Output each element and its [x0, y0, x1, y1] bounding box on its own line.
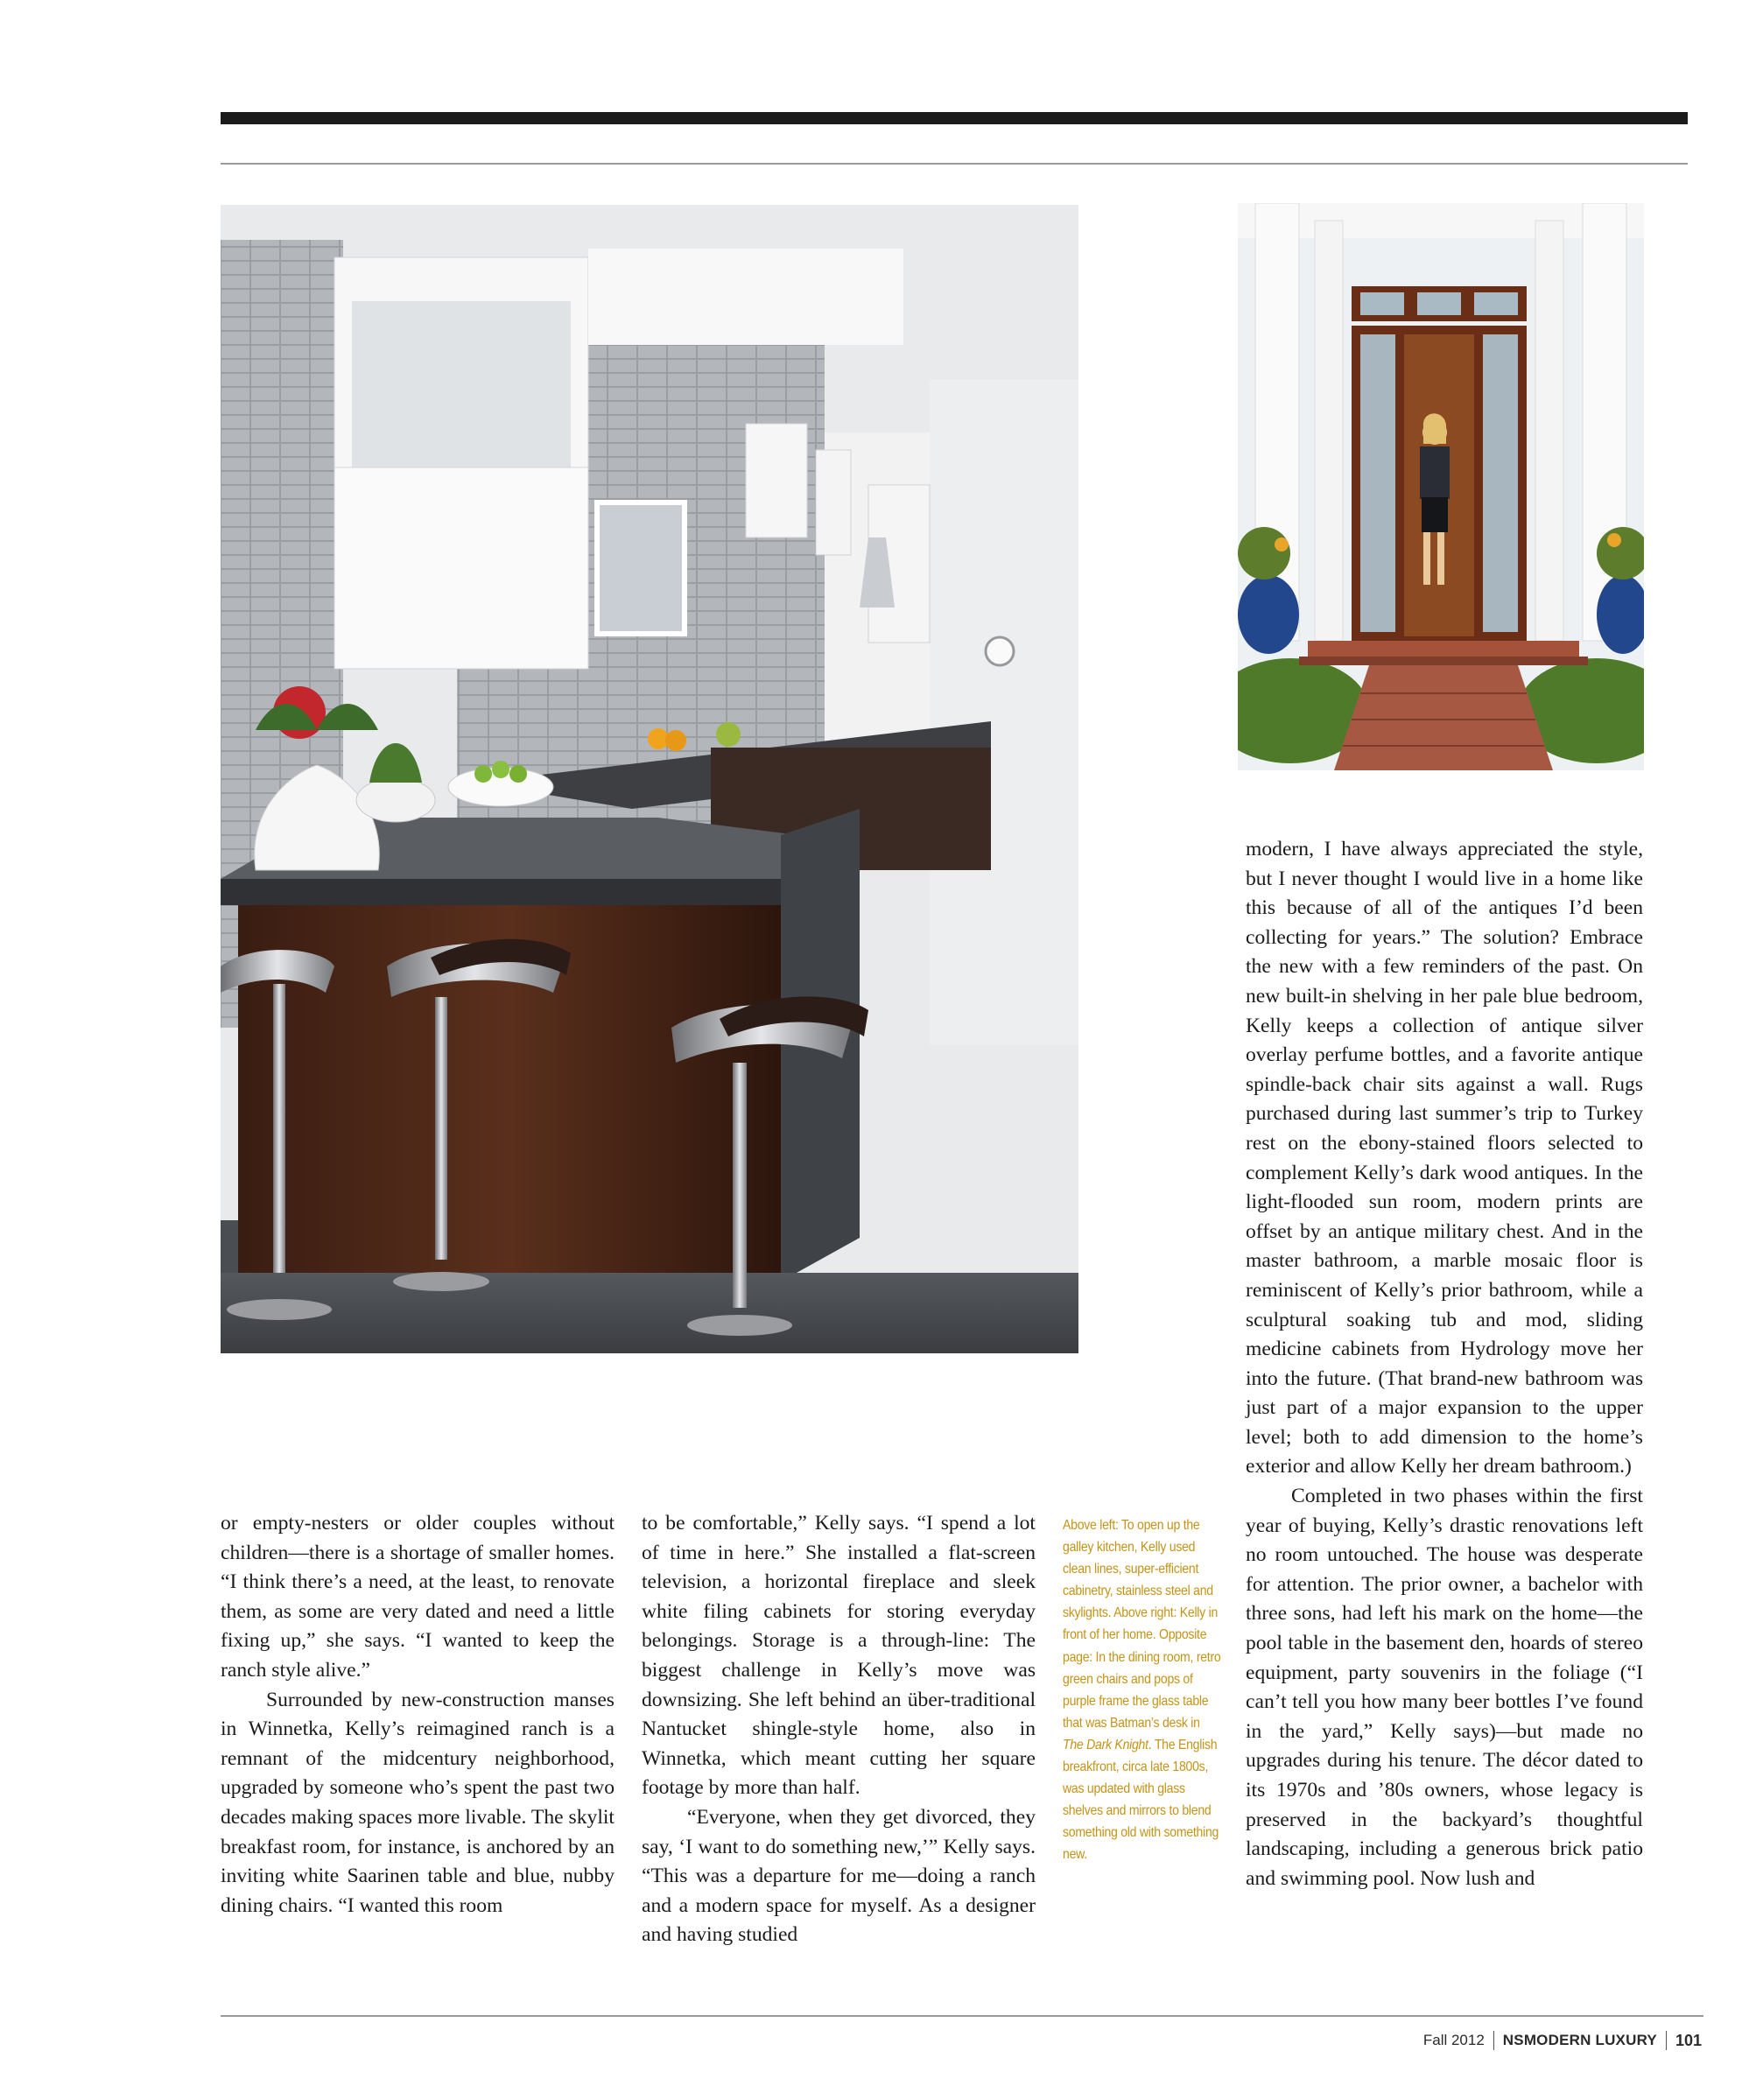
caption-text-1: Above left: To open up the galley kitchen, Kelly used clean lines, super-efficient cabinetry, stainless steel and skylights. Above right: Kelly in front of her home. Opposite page: In the dining room, retro green chairs and pops of purple frame the glass table that was Batman’s desk in [1063, 1518, 1221, 1731]
body-column-2 [642, 1509, 1036, 1950]
col1-paragraph-1: or empty-nesters or older couples without children—there is a shortage of smaller homes. “I think there’s a need, at the least, to renovate them, as some are very dated and need a little fixing up,” she says. “I wanted to keep the ranch style alive.” [221, 1512, 615, 1682]
top-thin-rule [221, 163, 1688, 165]
col1-paragraph-2: Surrounded by new-construction manses in Winnetka, Kelly’s reimagined ranch is a remnant of the midcentury neighborhood, upgraded by someone who’s spent the past two decades making spaces more livable. The skylit breakfast room, for instance, is anchored by an inviting white Saarinen table and blue, nubby dining chairs. “I wanted this room [221, 1688, 615, 1917]
photo-caption [1063, 1514, 1223, 1866]
col3-paragraph-2: Completed in two phases within the first year of buying, Kelly’s drastic renovations left no room untouched. The house was desperate for attention. The prior owner, a bachelor with three sons, had left his mark on the home—the pool table in the basement den, hoards of stereo equipment, party souvenirs in the foliage (“I can’t tell you how many beer bottles I’ve found in the yard,” Kelly says)—but made no upgrades during his tenure. The décor dated to its 1970s and ’80s owners, whose legacy is preserved in the backyard’s thoughtful landscaping, including a generous brick patio and swimming pool. Now lush and [1246, 1485, 1643, 1890]
folio-divider [1666, 2031, 1667, 2050]
col2-paragraph-1: to be comfortable,” Kelly says. “I spend a lot of time in here.” She installed a flat-screen television, a horizontal fireplace and sleek white filing cabinets for storing everyday belongings. Storage is a through-line: The biggest challenge in Kelly’s move was downsizing. She left behind an über-traditional Nantucket shingle-style home, also in Winnetka, which meant cutting her square footage by more than half. [642, 1512, 1036, 1800]
page-folio [1423, 2031, 1702, 2050]
caption-text-2: . The English breakfront, circa late 1800s, was updated with glass shelves and mirrors to blend something old with something new. [1063, 1737, 1219, 1863]
magazine-name: NSMODERN LUXURY [1502, 2032, 1657, 2048]
caption-film-title: The Dark Knight [1063, 1737, 1148, 1752]
folio-divider [1493, 2031, 1494, 2050]
body-column-3 [1246, 835, 1643, 1893]
bottom-rule [221, 2015, 1703, 2017]
kitchen-photo [221, 205, 1078, 1353]
col3-paragraph-1: modern, I have always appreciated the style, but I never thought I would live in a home like this because of all of the antiques I’d been collecting for years.” The solution? Embrace the new with a few reminders of the past. On new built-in shelving in her pale blue bedroom, Kelly keeps a collection of antique silver overlay perfume bottles, and a favorite antique spindle-back chair sits against a wall. Rugs purchased during last summer’s trip to Turkey rest on the ebony-stained floors selected to complement Kelly’s dark wood antiques. In the light-flooded sun room, modern prints are offset by an antique military chest. And in the master bathroom, a marble mosaic floor is reminiscent of Kelly’s prior bathroom, while a sculptural soaking tub and mod, sliding medicine cabinets from Hydrology move her into the future. (That brand-new bathroom was just part of a major expansion to the upper level; both to add dimension to the home’s exterior and allow Kelly her dream bathroom.) [1246, 838, 1643, 1478]
col2-paragraph-2: “Everyone, when they get divorced, they say, ‘I want to do something new,’” Kelly says. “This was a departure for me—doing a ranch and a modern space for myself. As a designer and having studied [642, 1805, 1036, 1947]
top-thick-rule [221, 112, 1688, 124]
issue-date: Fall 2012 [1422, 2032, 1485, 2048]
page-number: 101 [1675, 2031, 1702, 2049]
body-column-1 [221, 1509, 615, 1921]
front-door-photo [1238, 203, 1644, 770]
